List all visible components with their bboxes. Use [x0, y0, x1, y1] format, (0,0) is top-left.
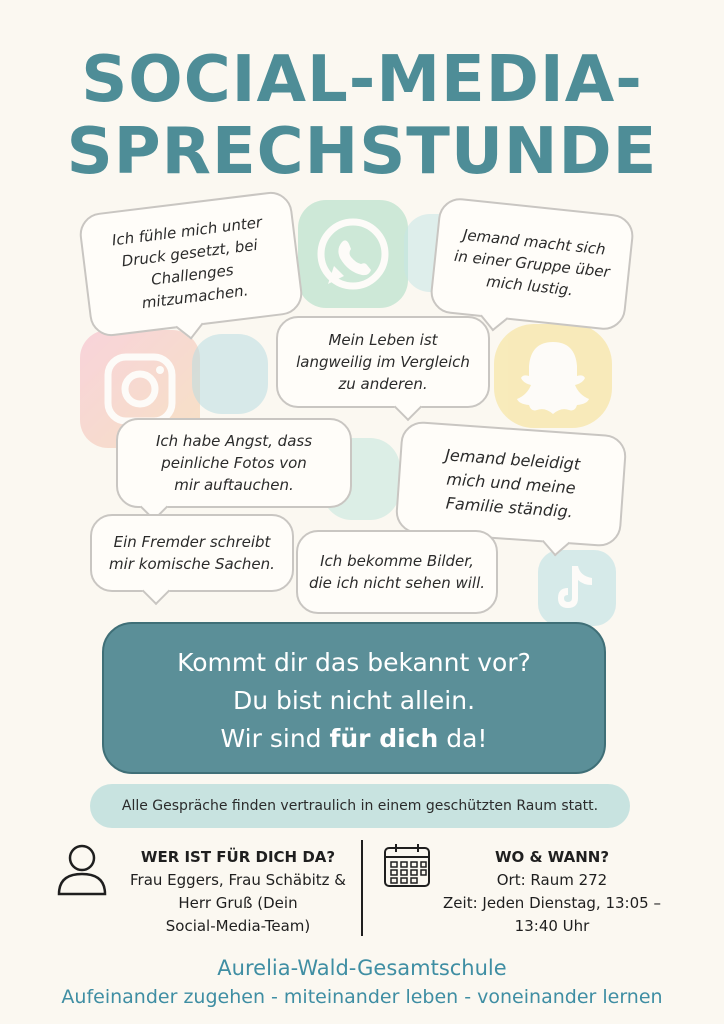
who-line: Social-Media-Team) — [165, 917, 311, 935]
where-line: Zeit: Jeden Dienstag, 13:05 – — [443, 894, 661, 912]
bubble-text: Ich bekomme Bilder, die ich nicht sehen will. — [308, 552, 486, 592]
banner-text: Wir sind — [220, 724, 330, 753]
where-line: Ort: Raum 272 — [496, 871, 608, 889]
speech-bubble — [296, 530, 498, 614]
bubble-text: Ein Fremder schreibt mir komische Sachen. — [109, 533, 275, 573]
bubble-text: Mein Leben ist langweilig im Vergleich zu anderen. — [296, 331, 470, 393]
divider — [361, 840, 363, 936]
where-section — [420, 846, 684, 938]
message-banner — [102, 622, 606, 774]
banner-text: da! — [438, 724, 488, 753]
banner-line-2: Du bist nicht allein. — [232, 686, 476, 715]
bubble-text: Ich habe Angst, dass peinliche Fotos von mir auftauchen. — [155, 432, 313, 494]
title-line-2: SPRECHSTUNDE — [66, 115, 658, 189]
speech-bubble — [276, 316, 490, 408]
bubble-text: Jemand beleidigt mich und meine Familie ständig. — [444, 445, 581, 522]
who-line: Herr Gruß (Dein — [178, 894, 298, 912]
snapchat-icon — [494, 324, 612, 428]
where-heading: WO & WANN? — [494, 848, 610, 866]
banner-emphasis: für dich — [329, 724, 439, 753]
tiktok-icon — [538, 550, 616, 626]
whatsapp-icon — [298, 200, 408, 308]
banner-line-3 — [104, 720, 604, 758]
school-name: Aurelia-Wald-Gesamtschule — [217, 956, 507, 980]
user-icon — [56, 842, 108, 896]
school-motto: Aufeinander zugehen - miteinander leben - voneinander lernen — [61, 986, 663, 1008]
blue-splash — [192, 334, 268, 414]
who-line: Frau Eggers, Frau Schäbitz & — [130, 871, 346, 889]
speech-bubble — [90, 514, 294, 592]
confidentiality-note: Alle Gespräche finden vertraulich in einem geschützten Raum statt. — [90, 784, 630, 828]
speech-bubble — [394, 420, 627, 547]
who-heading: WER IST FÜR DICH DA? — [140, 848, 336, 866]
where-line: 13:40 Uhr — [514, 917, 590, 935]
speech-bubble — [428, 196, 635, 332]
who-section — [116, 846, 360, 938]
title-line-1: SOCIAL-MEDIA- — [81, 43, 643, 117]
banner-line-1: Kommt dir das bekannt vor? — [177, 648, 531, 677]
speech-bubble — [77, 189, 305, 338]
bubble-text: Ich fühle mich unter Druck gesetzt, bei Challenges mitzumachen. — [110, 213, 264, 313]
speech-bubble — [116, 418, 352, 508]
bubble-text: Jemand macht sich in einer Gruppe über mich lustig. — [453, 225, 611, 300]
